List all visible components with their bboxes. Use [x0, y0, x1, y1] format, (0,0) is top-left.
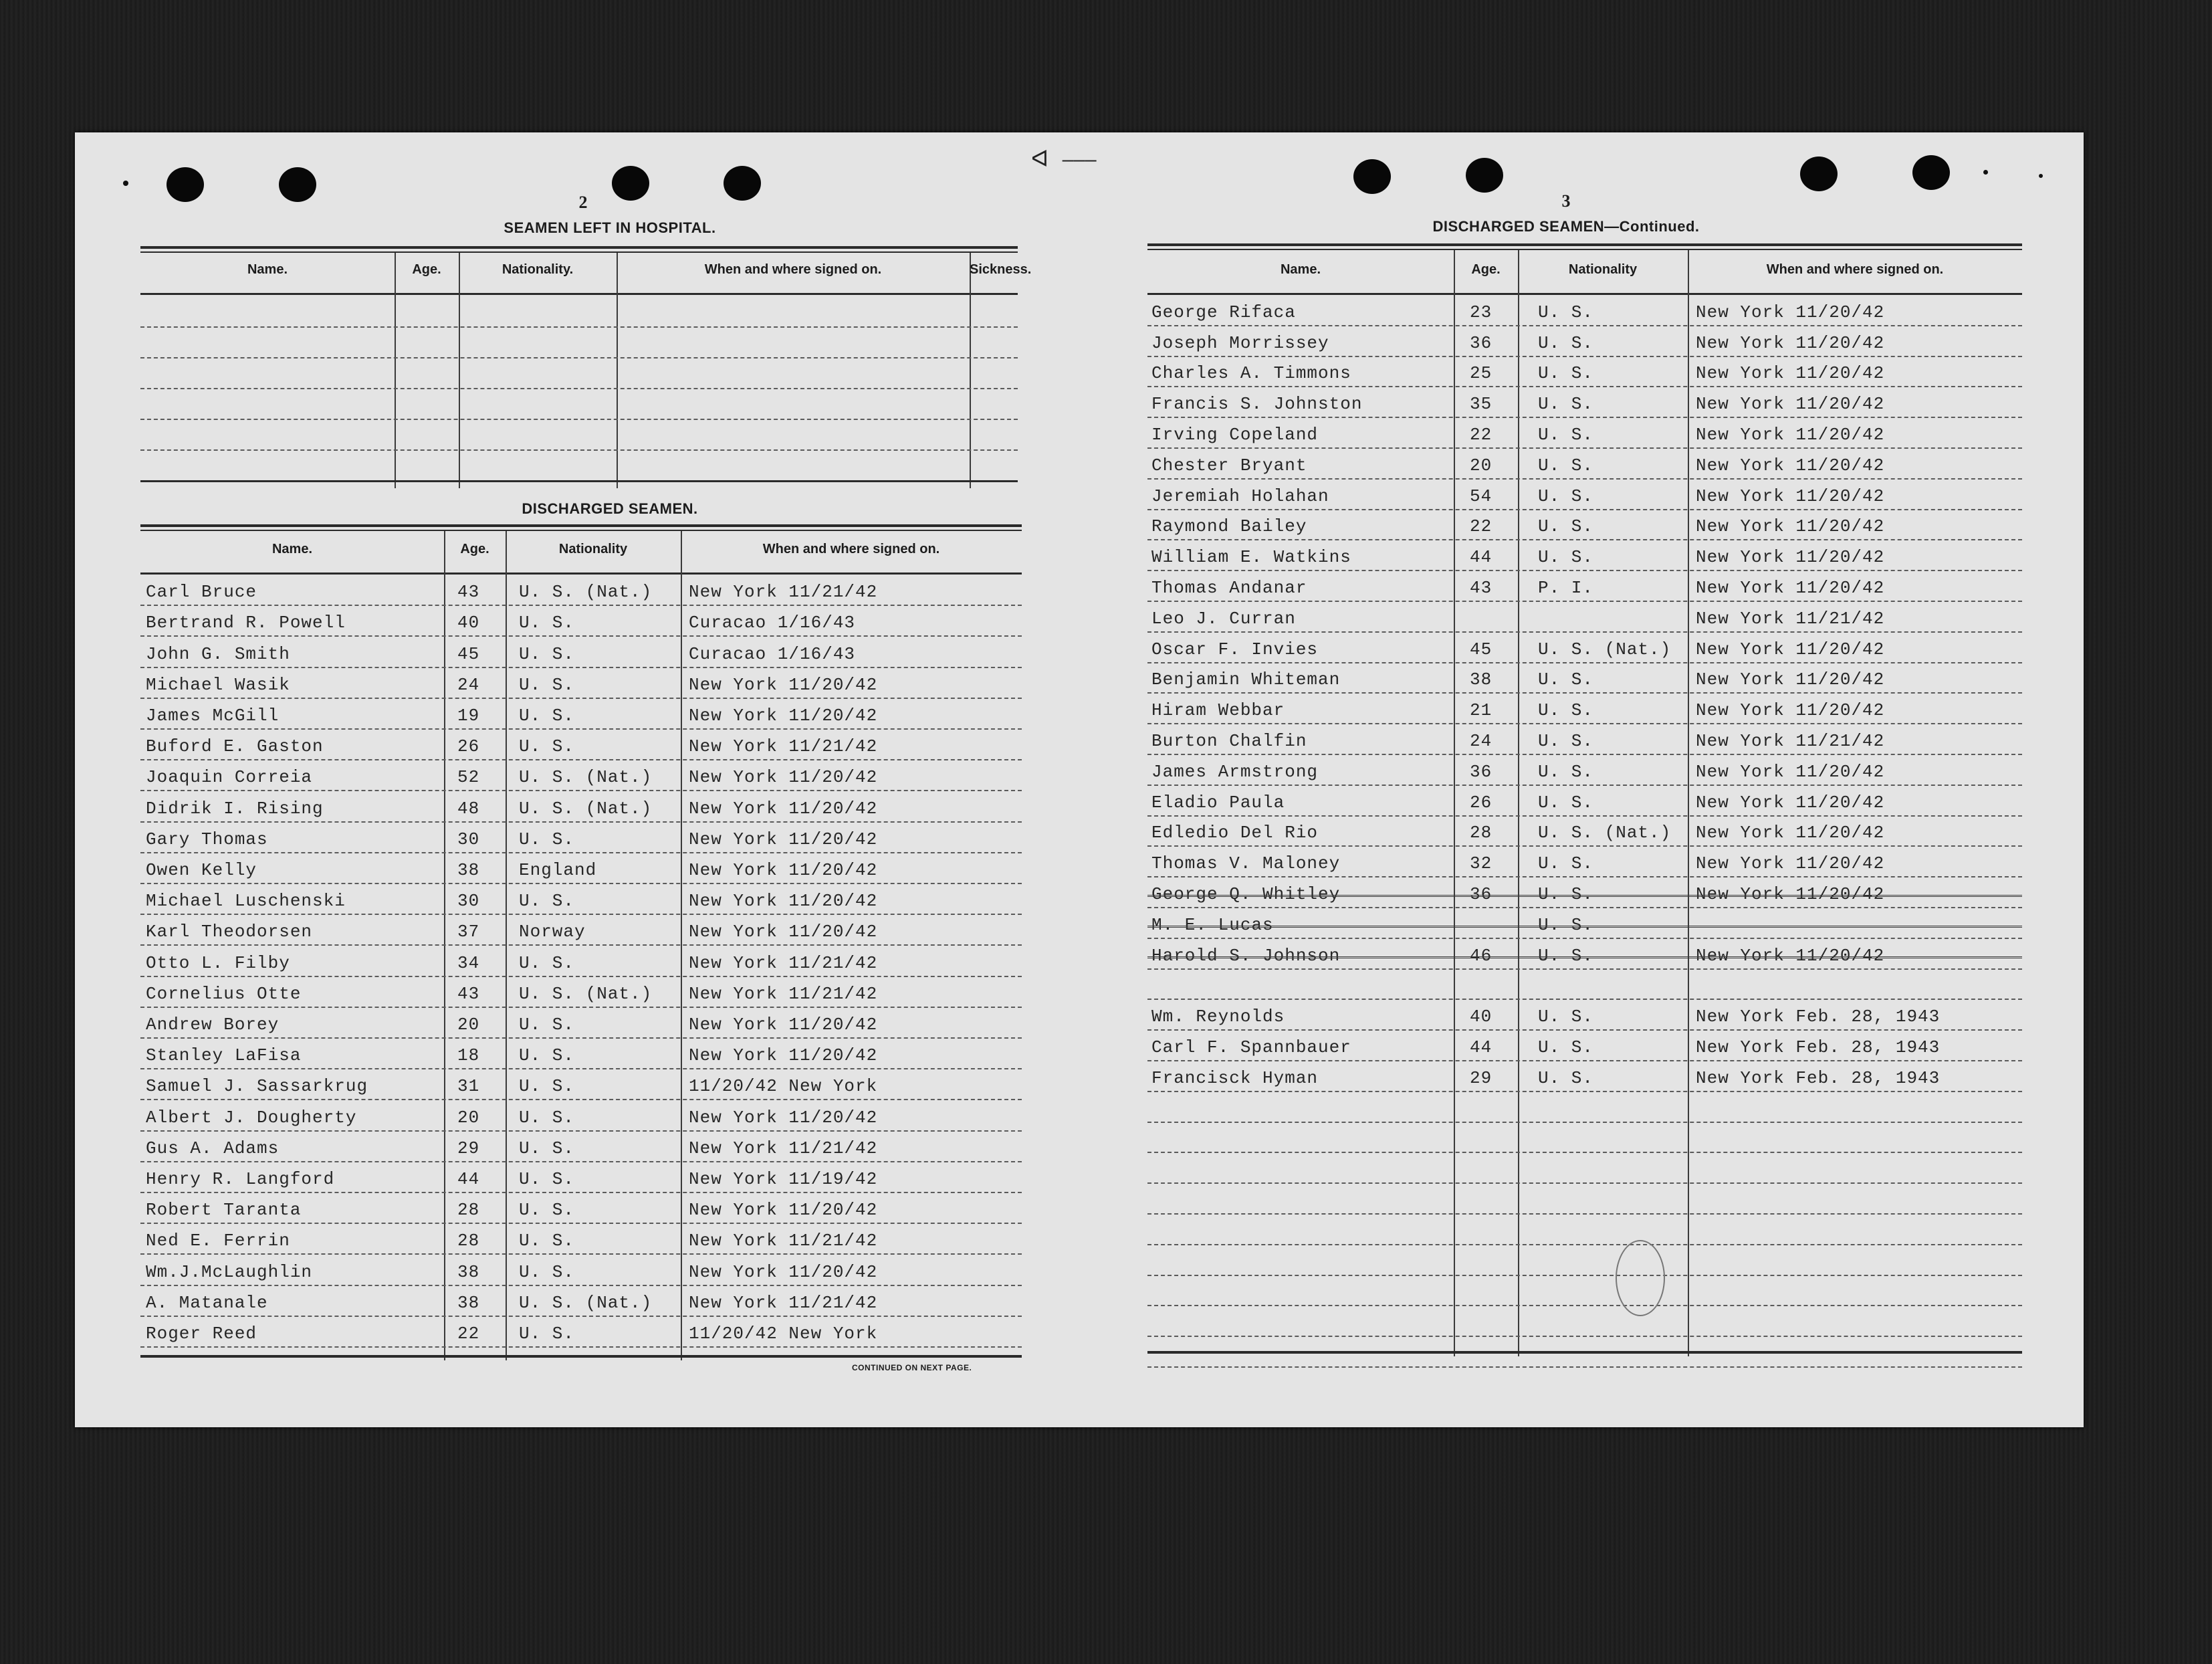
- right-header-signed-on: When and where signed on.: [1766, 262, 1944, 277]
- table-row: [1147, 449, 2022, 480]
- cell-age: 45: [457, 643, 480, 664]
- table-row: [1147, 602, 2022, 633]
- cell-nationality: U. S.: [1538, 424, 1594, 445]
- cell-nationality: U. S.: [519, 674, 575, 695]
- cell-nationality: U. S.: [519, 1261, 575, 1282]
- cell-age: 26: [1470, 792, 1492, 813]
- discharged-header-age: Age.: [460, 542, 489, 556]
- strike-through-line: [1147, 926, 2022, 928]
- cell-signed_on: New York 11/20/42: [1696, 424, 1885, 445]
- row-rule: [1147, 1182, 2022, 1184]
- table-row: [140, 1069, 1022, 1100]
- table-row: [140, 730, 1022, 760]
- cell-name: Charles A. Timmons: [1151, 363, 1351, 384]
- table-row: [1147, 817, 2022, 847]
- row-rule: [1147, 1366, 2022, 1368]
- cell-signed_on: New York 11/21/42: [689, 736, 878, 757]
- table-row: [1147, 510, 2022, 541]
- cell-signed_on: New York 11/20/42: [1696, 883, 1885, 904]
- cell-signed_on: New York 11/20/42: [689, 922, 878, 942]
- cell-nationality: U. S.: [519, 705, 575, 726]
- cell-nationality: U. S.: [1538, 792, 1594, 813]
- hospital-header-nationality: Nationality.: [502, 262, 574, 277]
- row-rule: [1147, 1275, 2022, 1276]
- cell-age: 35: [1470, 394, 1492, 415]
- cell-name: Leo J. Curran: [1151, 608, 1296, 629]
- cell-age: 28: [1470, 823, 1492, 843]
- cell-age: 38: [457, 1261, 480, 1282]
- cell-signed_on: New York 11/21/42: [689, 582, 878, 603]
- cell-nationality: U. S.: [519, 1200, 575, 1221]
- cell-name: Francisck Hyman: [1151, 1067, 1319, 1088]
- cell-name: Gus A. Adams: [146, 1138, 280, 1158]
- cell-signed_on: New York 11/20/42: [1696, 486, 1885, 506]
- right-header-nationality: Nationality: [1568, 262, 1638, 277]
- punch-hole: [1353, 159, 1391, 194]
- cell-age: 54: [1470, 486, 1492, 506]
- table-row: [1147, 847, 2022, 877]
- cell-signed_on: New York 11/21/42: [1696, 730, 1885, 751]
- cell-nationality: U. S.: [1538, 394, 1594, 415]
- cell-name: James McGill: [146, 705, 280, 726]
- cell-nationality: U. S.: [519, 1045, 575, 1066]
- pencil-mark: [1616, 1240, 1665, 1316]
- table-row: [1147, 908, 2022, 939]
- cell-nationality: U. S.: [1538, 363, 1594, 384]
- table-row: [1147, 1000, 2022, 1031]
- cell-signed_on: New York 11/20/42: [1696, 761, 1885, 782]
- cell-age: 29: [1470, 1067, 1492, 1088]
- punch-hole: [1800, 157, 1838, 191]
- discharged-table-right: [1147, 243, 2022, 1356]
- cell-nationality: U. S.: [1538, 516, 1594, 537]
- cell-signed_on: New York 11/20/42: [1696, 945, 1885, 966]
- row-rule: [1147, 1305, 2022, 1306]
- table-row: [140, 915, 1022, 946]
- punch-hole: [724, 166, 761, 201]
- cell-signed_on: New York 11/20/42: [1696, 455, 1885, 476]
- cell-name: Henry R. Langford: [146, 1168, 335, 1189]
- cell-signed_on: New York 11/20/42: [689, 891, 878, 912]
- cell-name: William E. Watkins: [1151, 547, 1351, 568]
- table-row: [1147, 571, 2022, 602]
- cell-name: Carl F. Spannbauer: [1151, 1037, 1351, 1057]
- cell-nationality: U. S. (Nat.): [519, 1292, 653, 1313]
- table-row: [140, 1039, 1022, 1069]
- row-rule: [1147, 1213, 2022, 1215]
- cell-name: Gary Thomas: [146, 829, 268, 849]
- cell-signed_on: Curacao 1/16/43: [689, 613, 856, 633]
- table-row: [140, 1100, 1022, 1131]
- discharged-header-name: Name.: [271, 542, 313, 556]
- table-row: [140, 575, 1022, 606]
- cell-nationality: U. S.: [1538, 669, 1594, 690]
- cell-age: 38: [457, 1292, 480, 1313]
- cell-signed_on: New York 11/20/42: [1696, 516, 1885, 537]
- cell-name: Harold S. Johnson: [1151, 945, 1341, 966]
- table-row: [1147, 970, 2022, 1001]
- cell-age: 36: [1470, 332, 1492, 353]
- cell-age: 40: [457, 613, 480, 633]
- cell-age: 36: [1470, 883, 1492, 904]
- table-row: [1147, 877, 2022, 908]
- cell-name: Andrew Borey: [146, 1014, 280, 1035]
- table-row: [140, 791, 1022, 822]
- cell-age: 30: [457, 829, 480, 849]
- table-row: [140, 946, 1022, 976]
- cell-nationality: U. S.: [519, 736, 575, 757]
- punch-hole: [279, 167, 316, 202]
- cell-nationality: U. S.: [1538, 700, 1594, 721]
- hospital-header-name: Name.: [247, 262, 288, 277]
- cell-signed_on: New York 11/20/42: [689, 859, 878, 880]
- cell-age: 28: [457, 1231, 480, 1251]
- cell-name: Eladio Paula: [1151, 792, 1285, 813]
- cell-signed_on: New York 11/20/42: [1696, 700, 1885, 721]
- hospital-header-sickness: Sickness.: [970, 262, 1032, 277]
- cell-signed_on: New York 11/21/42: [1696, 608, 1885, 629]
- dust-speck: [2039, 174, 2043, 178]
- cell-name: Cornelius Otte: [146, 983, 302, 1004]
- cell-age: 22: [457, 1323, 480, 1344]
- strike-through-line: [1147, 956, 2022, 958]
- table-row: [1147, 326, 2022, 357]
- cell-age: 43: [1470, 577, 1492, 598]
- page-number-right: 3: [1561, 191, 1571, 211]
- hospital-section-title: SEAMEN LEFT IN HOSPITAL.: [504, 219, 716, 236]
- cell-signed_on: New York 11/20/42: [689, 674, 878, 695]
- cell-name: George Rifaca: [1151, 302, 1296, 322]
- cell-name: Didrik I. Rising: [146, 798, 324, 819]
- table-row: [140, 1008, 1022, 1039]
- cell-nationality: U. S.: [519, 829, 575, 849]
- cell-signed_on: Curacao 1/16/43: [689, 643, 856, 664]
- cell-nationality: U. S. (Nat.): [519, 983, 653, 1004]
- table-row: [1147, 786, 2022, 817]
- table-row: [1147, 357, 2022, 388]
- table-row: [140, 884, 1022, 915]
- table-row: [140, 1193, 1022, 1224]
- cell-age: 29: [457, 1138, 480, 1158]
- cell-nationality: U. S.: [1538, 547, 1594, 568]
- cell-age: 24: [1470, 730, 1492, 751]
- cell-signed_on: New York 11/20/42: [1696, 639, 1885, 659]
- cell-signed_on: New York Feb. 28, 1943: [1696, 1037, 1941, 1057]
- cell-name: Joseph Morrissey: [1151, 332, 1329, 353]
- discharged-rows-right: [1147, 296, 2022, 1356]
- cell-age: 19: [457, 705, 480, 726]
- crew-list-sheet: [75, 132, 2084, 1427]
- table-row: [140, 668, 1022, 699]
- cell-signed_on: New York 11/20/42: [1696, 853, 1885, 874]
- table-row: [140, 1317, 1022, 1348]
- cell-name: Ned E. Ferrin: [146, 1231, 290, 1251]
- cell-age: 31: [457, 1076, 480, 1097]
- table-row: [140, 1255, 1022, 1285]
- cell-nationality: U. S. (Nat.): [1538, 639, 1672, 659]
- cell-name: Benjamin Whiteman: [1151, 669, 1341, 690]
- continued-footer: CONTINUED ON NEXT PAGE.: [852, 1363, 972, 1372]
- cell-signed_on: New York 11/20/42: [689, 767, 878, 788]
- cell-name: Carl Bruce: [146, 582, 257, 603]
- cell-signed_on: New York 11/20/42: [1696, 823, 1885, 843]
- table-row: [1147, 724, 2022, 755]
- cell-nationality: U. S.: [1538, 914, 1594, 935]
- table-row: [1147, 694, 2022, 724]
- table-row: [1147, 418, 2022, 449]
- table-row: [140, 637, 1022, 667]
- cell-nationality: Norway: [519, 922, 586, 942]
- cell-nationality: U. S.: [1538, 1037, 1594, 1057]
- discharged-header-nationality: Nationality: [558, 542, 628, 556]
- table-row: [1147, 540, 2022, 571]
- cell-nationality: U. S.: [519, 613, 575, 633]
- cell-nationality: U. S.: [519, 643, 575, 664]
- hospital-table: [140, 246, 1032, 488]
- table-row: [1147, 1031, 2022, 1061]
- punch-hole: [1912, 155, 1950, 190]
- cell-signed_on: New York 11/20/42: [689, 1200, 878, 1221]
- cell-name: James Armstrong: [1151, 761, 1319, 782]
- cell-signed_on: New York 11/20/42: [1696, 302, 1885, 322]
- row-rule: [1147, 1244, 2022, 1245]
- cell-nationality: U. S. (Nat.): [519, 798, 653, 819]
- punch-hole: [612, 166, 649, 201]
- cell-nationality: U. S. (Nat.): [519, 767, 653, 788]
- right-header-name: Name.: [1280, 262, 1321, 277]
- cell-nationality: U. S.: [519, 1014, 575, 1035]
- cell-age: 24: [457, 674, 480, 695]
- cell-age: 30: [457, 891, 480, 912]
- cell-nationality: U. S.: [1538, 302, 1594, 322]
- cell-nationality: U. S.: [519, 1138, 575, 1158]
- table-row: [1147, 755, 2022, 786]
- punch-hole: [167, 167, 204, 202]
- cell-nationality: U. S.: [519, 952, 575, 973]
- table-row: [1147, 296, 2022, 326]
- cell-signed_on: New York 11/21/42: [689, 1138, 878, 1158]
- cell-nationality: U. S.: [1538, 332, 1594, 353]
- cell-nationality: U. S. (Nat.): [1538, 823, 1672, 843]
- dust-speck: [1983, 170, 1988, 175]
- cell-nationality: U. S.: [1538, 761, 1594, 782]
- hospital-header-age: Age.: [412, 262, 441, 277]
- cell-signed_on: New York 11/20/42: [1696, 577, 1885, 598]
- cell-nationality: U. S.: [519, 1168, 575, 1189]
- cell-name: A. Matanale: [146, 1292, 268, 1313]
- cell-signed_on: New York 11/20/42: [689, 1045, 878, 1066]
- cell-signed_on: New York 11/20/42: [1696, 669, 1885, 690]
- table-row: [1147, 939, 2022, 970]
- cell-name: Wm. Reynolds: [1151, 1007, 1285, 1027]
- cell-nationality: U. S.: [1538, 945, 1594, 966]
- table-row: [140, 1162, 1022, 1193]
- cell-name: Roger Reed: [146, 1323, 257, 1344]
- cell-nationality: U. S.: [1538, 853, 1594, 874]
- cell-age: 26: [457, 736, 480, 757]
- cell-age: 43: [457, 983, 480, 1004]
- cell-nationality: U. S.: [1538, 455, 1594, 476]
- cell-signed_on: New York 11/21/42: [689, 952, 878, 973]
- cell-nationality: U. S.: [1538, 1007, 1594, 1027]
- table-row: [140, 699, 1022, 730]
- cell-name: Wm.J.McLaughlin: [146, 1261, 313, 1282]
- row-rule: [1147, 1336, 2022, 1337]
- cell-signed_on: New York 11/20/42: [689, 1107, 878, 1128]
- cell-signed_on: 11/20/42 New York: [689, 1323, 878, 1344]
- cell-name: Edledio Del Rio: [1151, 823, 1319, 843]
- cell-age: 23: [1470, 302, 1492, 322]
- cell-name: Thomas V. Maloney: [1151, 853, 1341, 874]
- cell-signed_on: New York 11/21/42: [689, 1231, 878, 1251]
- row-rule: [1147, 1122, 2022, 1123]
- cell-name: Jeremiah Holahan: [1151, 486, 1329, 506]
- table-row: [1147, 480, 2022, 510]
- cell-signed_on: New York 11/20/42: [689, 1014, 878, 1035]
- cell-signed_on: New York 11/19/42: [689, 1168, 878, 1189]
- cell-name: Burton Chalfin: [1151, 730, 1307, 751]
- cell-signed_on: New York 11/20/42: [689, 829, 878, 849]
- discharged-section-title: DISCHARGED SEAMEN.: [522, 500, 698, 517]
- cell-signed_on: New York 11/20/42: [1696, 792, 1885, 813]
- cell-name: M. E. Lucas: [1151, 914, 1274, 935]
- cell-name: Buford E. Gaston: [146, 736, 324, 757]
- cell-signed_on: New York 11/21/42: [689, 1292, 878, 1313]
- cell-age: 45: [1470, 639, 1492, 659]
- cell-age: 40: [1470, 1007, 1492, 1027]
- cell-name: Michael Luschenski: [146, 891, 346, 912]
- fold-mark: ᐊ ⎯⎯⎯: [1031, 146, 1097, 173]
- cell-age: 38: [1470, 669, 1492, 690]
- cell-age: 36: [1470, 761, 1492, 782]
- cell-age: 20: [1470, 455, 1492, 476]
- cell-name: Albert J. Dougherty: [146, 1107, 357, 1128]
- cell-signed_on: New York 11/20/42: [1696, 332, 1885, 353]
- right-header-age: Age.: [1471, 262, 1501, 277]
- cell-nationality: England: [519, 859, 597, 880]
- row-rule: [1147, 1152, 2022, 1153]
- cell-age: 43: [457, 582, 480, 603]
- discharged-rows-left: [140, 575, 1022, 1360]
- strike-through-line: [1147, 895, 2022, 897]
- table-row: [1147, 663, 2022, 694]
- cell-signed_on: New York 11/20/42: [689, 705, 878, 726]
- cell-name: Raymond Bailey: [1151, 516, 1307, 537]
- cell-signed_on: New York 11/21/42: [689, 983, 878, 1004]
- cell-nationality: U. S.: [1538, 883, 1594, 904]
- table-row: [1147, 387, 2022, 418]
- cell-age: 52: [457, 767, 480, 788]
- cell-name: Stanley LaFisa: [146, 1045, 302, 1066]
- cell-nationality: U. S.: [519, 1107, 575, 1128]
- cell-name: John G. Smith: [146, 643, 290, 664]
- cell-signed_on: 11/20/42 New York: [689, 1076, 878, 1097]
- cell-name: Chester Bryant: [1151, 455, 1307, 476]
- cell-name: Thomas Andanar: [1151, 577, 1307, 598]
- table-row: [140, 1132, 1022, 1162]
- cell-age: 20: [457, 1107, 480, 1128]
- cell-nationality: U. S.: [519, 1323, 575, 1344]
- cell-name: George Q. Whitley: [1151, 883, 1341, 904]
- cell-name: Robert Taranta: [146, 1200, 302, 1221]
- cell-signed_on: New York Feb. 28, 1943: [1696, 1007, 1941, 1027]
- cell-age: 28: [457, 1200, 480, 1221]
- hospital-header-signed-on: When and where signed on.: [704, 262, 882, 277]
- table-row: [1147, 633, 2022, 663]
- table-row: [140, 823, 1022, 853]
- cell-name: Joaquin Correia: [146, 767, 313, 788]
- table-row: [140, 977, 1022, 1008]
- cell-age: 38: [457, 859, 480, 880]
- cell-name: Owen Kelly: [146, 859, 257, 880]
- cell-nationality: U. S.: [519, 1231, 575, 1251]
- cell-age: 46: [1470, 945, 1492, 966]
- cell-nationality: U. S.: [519, 891, 575, 912]
- cell-signed_on: New York 11/20/42: [1696, 547, 1885, 568]
- table-row: [140, 1224, 1022, 1255]
- cell-name: Hiram Webbar: [1151, 700, 1285, 721]
- cell-name: Bertrand R. Powell: [146, 613, 346, 633]
- cell-age: 44: [1470, 547, 1492, 568]
- table-row: [140, 606, 1022, 637]
- cell-name: Karl Theodorsen: [146, 922, 313, 942]
- discharged-table-left: [140, 524, 1022, 1360]
- cell-signed_on: New York 11/20/42: [689, 798, 878, 819]
- cell-nationality: U. S.: [1538, 486, 1594, 506]
- table-row: [1147, 1061, 2022, 1092]
- discharged-header-signed-on: When and where signed on.: [762, 542, 940, 556]
- cell-age: 22: [1470, 424, 1492, 445]
- cell-nationality: U. S.: [519, 1076, 575, 1097]
- page-number-left: 2: [578, 193, 588, 212]
- cell-name: Francis S. Johnston: [1151, 394, 1363, 415]
- punch-hole: [1466, 158, 1503, 193]
- cell-nationality: U. S. (Nat.): [519, 582, 653, 603]
- cell-age: 18: [457, 1045, 480, 1066]
- cell-signed_on: New York Feb. 28, 1943: [1696, 1067, 1941, 1088]
- cell-nationality: U. S.: [1538, 730, 1594, 751]
- cell-signed_on: New York 11/20/42: [1696, 394, 1885, 415]
- cell-age: 21: [1470, 700, 1492, 721]
- cell-age: 20: [457, 1014, 480, 1035]
- cell-age: 48: [457, 798, 480, 819]
- cell-name: Michael Wasik: [146, 674, 290, 695]
- cell-name: Oscar F. Invies: [1151, 639, 1319, 659]
- cell-nationality: U. S.: [1538, 1067, 1594, 1088]
- table-row: [140, 853, 1022, 884]
- dust-speck: [123, 181, 128, 186]
- table-row: [140, 760, 1022, 791]
- cell-name: Samuel J. Sassarkrug: [146, 1076, 368, 1097]
- cell-age: 32: [1470, 853, 1492, 874]
- cell-signed_on: New York 11/20/42: [1696, 363, 1885, 384]
- cell-age: 44: [1470, 1037, 1492, 1057]
- table-row: [140, 1286, 1022, 1317]
- discharged-continued-title: DISCHARGED SEAMEN—Continued.: [1432, 218, 1700, 235]
- cell-nationality: P. I.: [1538, 577, 1594, 598]
- cell-signed_on: New York 11/20/42: [689, 1261, 878, 1282]
- cell-age: 37: [457, 922, 480, 942]
- cell-name: Irving Copeland: [1151, 424, 1319, 445]
- cell-age: 34: [457, 952, 480, 973]
- cell-name: Otto L. Filby: [146, 952, 290, 973]
- cell-age: 44: [457, 1168, 480, 1189]
- cell-age: 25: [1470, 363, 1492, 384]
- cell-age: 22: [1470, 516, 1492, 537]
